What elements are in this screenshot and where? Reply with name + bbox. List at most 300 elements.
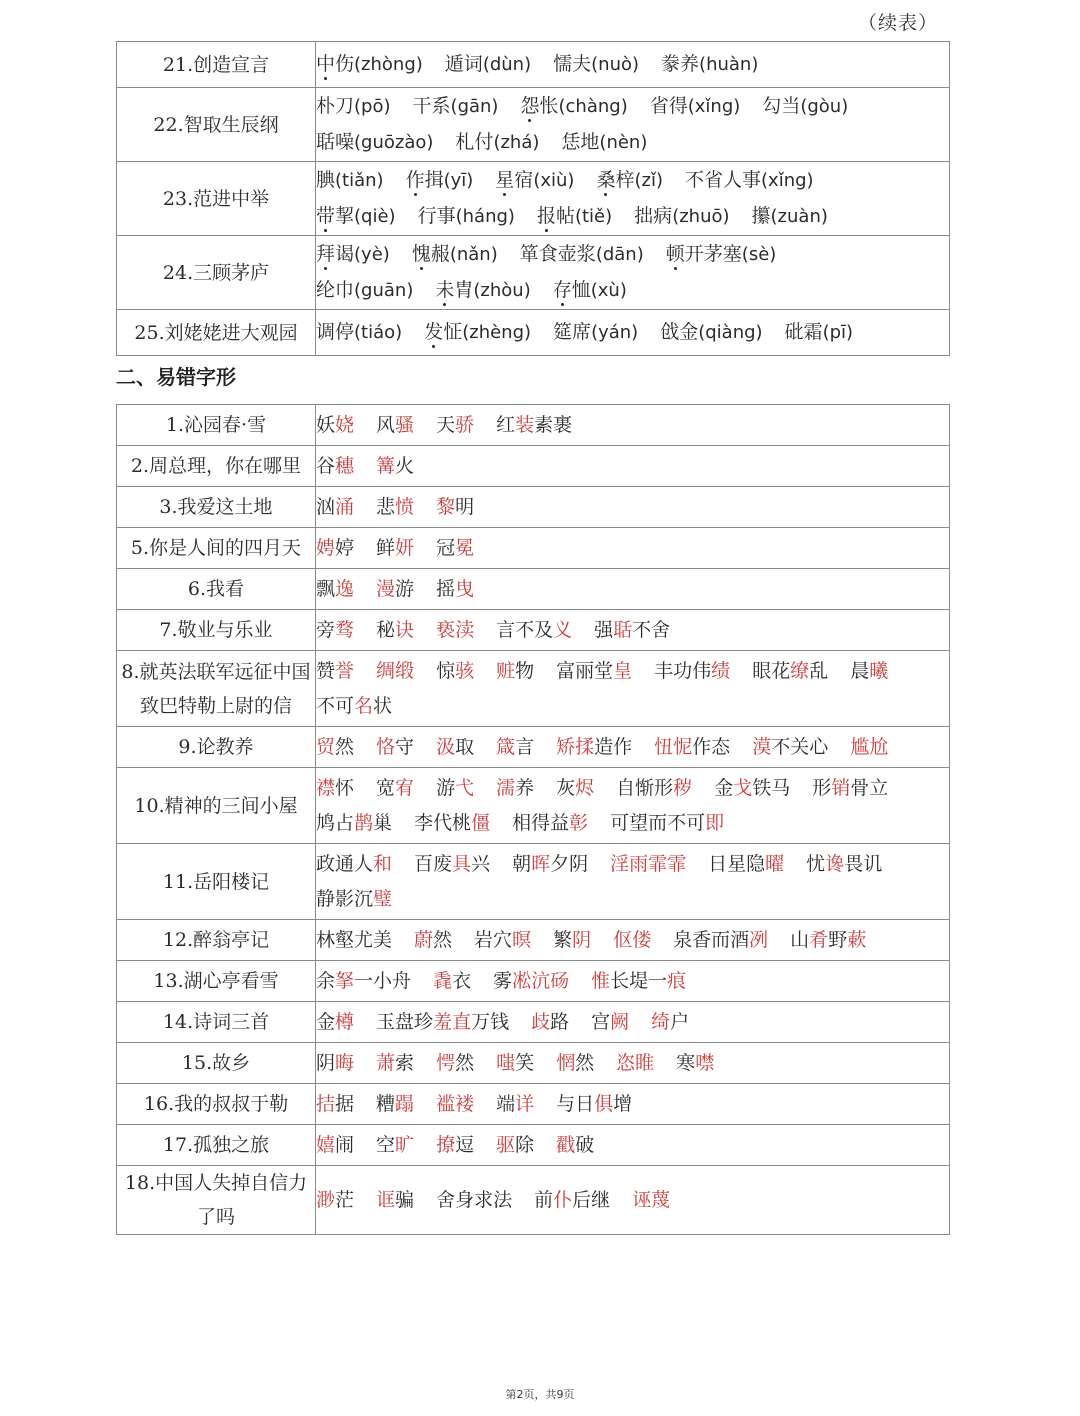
char: 人 — [723, 169, 743, 191]
word-item — [376, 1052, 414, 1074]
word-item — [762, 95, 848, 117]
plain-char: 长堤一 — [610, 969, 668, 992]
plain-char: 忧 — [806, 853, 826, 875]
word-item — [650, 95, 741, 117]
highlight-char: 蔌 — [847, 928, 867, 951]
word-item — [556, 1134, 594, 1156]
table-row — [117, 844, 950, 920]
highlight-char: 蔚 — [414, 928, 434, 951]
highlight-char: 骚 — [395, 413, 415, 436]
plain-char: 骗 — [395, 1188, 415, 1211]
plain-char: 悲 — [376, 495, 396, 518]
word-item — [316, 1011, 354, 1033]
word-item — [436, 736, 474, 758]
char: 顿 — [665, 243, 685, 265]
highlight-char: 戳 — [556, 1133, 576, 1156]
word-item — [316, 1189, 354, 1211]
plain-char: 与日 — [556, 1092, 595, 1115]
highlight-char: 毳 — [433, 969, 453, 992]
highlight-char: 璧 — [373, 887, 393, 910]
highlight-char: 黎 — [436, 495, 456, 518]
word-line — [316, 1087, 949, 1122]
pinyin: (pī) — [822, 321, 854, 343]
word-text — [661, 53, 699, 75]
highlight-char: 恪 — [376, 735, 396, 758]
highlight-char: 娆 — [335, 413, 355, 436]
char: 戗 — [660, 320, 680, 343]
word-item — [436, 777, 474, 799]
plain-char: 兴 — [471, 853, 491, 875]
word-item — [418, 205, 515, 227]
pronunciation-table — [116, 41, 950, 356]
highlight-char: 宥 — [395, 777, 415, 799]
word-item — [376, 496, 414, 518]
char: 省 — [703, 169, 723, 191]
plain-char: 畏讥 — [844, 853, 883, 875]
word-item — [493, 970, 569, 992]
word-item — [553, 929, 591, 951]
highlight-char: 谗 — [825, 853, 845, 875]
word-item — [596, 169, 663, 191]
char: 星 — [495, 169, 515, 191]
plain-char: 游 — [395, 577, 415, 600]
plain-char: 婷 — [335, 536, 355, 559]
lesson-title: 24.三顾茅庐 — [117, 236, 316, 310]
plain-char: 宽 — [376, 777, 396, 799]
pinyin: (huàn) — [699, 53, 759, 75]
word-item — [316, 736, 354, 758]
plain-char: 鲜 — [376, 536, 396, 559]
word-line — [316, 315, 949, 351]
plain-char: 鸠占 — [316, 811, 355, 834]
table-row — [117, 651, 950, 727]
word-list — [316, 1043, 950, 1084]
plain-char: 飘 — [316, 577, 336, 600]
word-item — [376, 660, 414, 682]
word-item — [496, 777, 534, 799]
highlight-char: 鹊 — [354, 811, 374, 834]
word-item — [752, 736, 828, 758]
highlight-char: 阙 — [610, 1010, 630, 1033]
lesson-title: 17.孤独之旅 — [117, 1125, 316, 1166]
highlight-char: 销 — [831, 777, 851, 799]
word-line — [316, 490, 949, 525]
highlight-char: 缭 — [790, 660, 810, 682]
highlight-char: 皇 — [613, 660, 633, 682]
pinyin: (dùn) — [482, 53, 532, 75]
plain-char: 言 — [515, 735, 535, 758]
plain-char: 李代桃 — [414, 811, 472, 834]
highlight-char: 绩 — [711, 660, 731, 682]
plain-char: 作态 — [692, 735, 731, 758]
word-text — [406, 169, 444, 191]
lesson-title: 25.刘姥姥进大观园 — [117, 310, 316, 356]
word-list — [316, 727, 950, 768]
word-item — [433, 970, 471, 992]
char: 金 — [679, 320, 699, 343]
word-item — [651, 1011, 689, 1033]
highlight-char: 骇 — [455, 660, 475, 682]
highlight-char: 涌 — [335, 495, 355, 518]
word-list — [316, 42, 950, 88]
char: 未 — [435, 278, 455, 301]
word-item — [812, 777, 888, 799]
highlight-char: 妍 — [395, 536, 415, 559]
word-item — [534, 1189, 610, 1211]
word-line — [316, 613, 949, 648]
char: 报 — [536, 204, 556, 227]
word-item — [316, 660, 354, 682]
highlight-char: 亵渎 — [436, 618, 475, 641]
section-title: 二、易错字形 — [116, 365, 236, 389]
char: 懦 — [553, 52, 573, 75]
plain-char: 增 — [613, 1092, 633, 1115]
plain-char: 野 — [828, 928, 848, 951]
plain-char: 夕阴 — [550, 853, 589, 875]
char: 遁 — [444, 52, 464, 75]
pinyin: (zhuō) — [672, 205, 730, 227]
highlight-char: 冕 — [455, 536, 475, 559]
plain-char: 巢 — [373, 811, 393, 834]
plain-char: 笑 — [515, 1051, 535, 1074]
plain-char: 茫 — [335, 1188, 355, 1211]
word-line — [316, 1005, 949, 1040]
word-item — [496, 1134, 534, 1156]
highlight-char: 渺 — [316, 1188, 336, 1211]
char: 筵 — [553, 320, 573, 343]
plain-char: 然 — [455, 1051, 475, 1074]
word-list — [316, 528, 950, 569]
highlight-char: 穗 — [335, 454, 355, 477]
word-line — [316, 923, 949, 958]
highlight-char: 惘 — [556, 1051, 576, 1074]
highlight-char: 俱 — [594, 1092, 614, 1115]
pinyin: (xiù) — [533, 170, 575, 191]
pinyin: (xǐng) — [761, 170, 814, 191]
highlight-char: 聒 — [613, 618, 633, 641]
highlight-char: 愕 — [436, 1051, 456, 1074]
plain-char: 索 — [395, 1051, 415, 1074]
word-text — [316, 53, 354, 75]
word-list — [316, 487, 950, 528]
plain-char: 空 — [376, 1133, 396, 1156]
char: 拜 — [316, 243, 336, 265]
highlight-char: 绸 — [376, 660, 396, 682]
word-text — [553, 321, 591, 343]
word-item — [414, 929, 452, 951]
table-row — [117, 446, 950, 487]
word-item — [316, 619, 354, 641]
lesson-title: 9.论教养 — [117, 727, 316, 768]
word-text — [553, 53, 591, 75]
plain-char: 天 — [436, 413, 456, 436]
word-item — [850, 736, 888, 758]
highlight-char: 彰 — [569, 811, 589, 834]
pinyin: (zhèng) — [462, 321, 532, 343]
lesson-title: 16.我的叔叔于勒 — [117, 1084, 316, 1125]
word-item — [316, 455, 354, 477]
word-item — [316, 970, 411, 992]
highlight-char: 详 — [515, 1092, 535, 1115]
plain-char: 泉香而酒 — [673, 928, 750, 951]
word-item — [376, 455, 414, 477]
plain-char: 百废 — [414, 853, 453, 875]
char: 干 — [412, 95, 432, 117]
word-item — [616, 1052, 654, 1074]
word-item — [316, 578, 354, 600]
highlight-char: 襟 — [316, 777, 336, 799]
highlight-char: 烬 — [575, 777, 595, 799]
lesson-title: 23.范进中举 — [117, 162, 316, 236]
pinyin: (tiǎn) — [335, 170, 384, 191]
word-item — [496, 619, 572, 641]
word-text — [553, 279, 591, 301]
char: 存 — [552, 278, 572, 301]
word-item — [556, 1052, 594, 1074]
lesson-title: 1.沁园春·雪 — [117, 405, 316, 446]
highlight-char: 噤 — [695, 1051, 715, 1074]
word-item — [850, 660, 888, 682]
char: 付 — [474, 130, 494, 153]
word-item — [752, 205, 828, 227]
plain-char: 繁 — [553, 928, 573, 951]
page-number: 第2页，共9页 — [505, 1388, 575, 1401]
plain-char: 谷 — [316, 454, 336, 477]
pinyin: (zhòu) — [473, 279, 531, 301]
char: 桑 — [596, 169, 616, 191]
word-item — [376, 1189, 414, 1211]
table-row — [117, 42, 950, 88]
word-item — [594, 619, 670, 641]
plain-char: 据 — [335, 1092, 355, 1115]
word-item — [316, 496, 354, 518]
pinyin: (tiě) — [574, 205, 613, 227]
char: 当 — [781, 95, 801, 117]
lesson-title: 3.我爱这土地 — [117, 487, 316, 528]
word-text — [316, 321, 354, 343]
plain-char: 游 — [436, 777, 456, 799]
word-line — [316, 730, 949, 765]
word-item — [654, 660, 730, 682]
highlight-char: 篝 — [376, 454, 396, 477]
highlight-char: 蹋 — [395, 1092, 415, 1115]
table-row — [117, 236, 950, 310]
highlight-char: 樽 — [335, 1010, 355, 1033]
lesson-title: 5.你是人间的四月天 — [117, 528, 316, 569]
pinyin: (zhá) — [493, 131, 540, 153]
highlight-char: 曳 — [455, 577, 475, 600]
word-item — [436, 660, 474, 682]
pinyin: (guān) — [354, 279, 414, 301]
word-item — [316, 888, 392, 910]
plain-char: 相得益 — [512, 811, 570, 834]
lesson-title: 11.岳阳楼记 — [117, 844, 316, 920]
table-row — [117, 961, 950, 1002]
char: 札 — [455, 130, 475, 153]
word-line — [316, 572, 949, 607]
plain-char: 秘 — [376, 618, 396, 641]
word-item — [496, 660, 534, 682]
plain-char: 万钱 — [471, 1010, 510, 1033]
char: 塞 — [722, 243, 742, 265]
plain-char: 不可 — [316, 694, 355, 717]
char: 不 — [684, 169, 704, 191]
word-item — [436, 414, 474, 436]
word-text — [752, 205, 771, 227]
pinyin: (tiáo) — [354, 321, 403, 343]
word-list — [316, 844, 950, 920]
word-text — [650, 95, 688, 117]
word-item — [496, 1052, 534, 1074]
lesson-title: 7.敬业与乐业 — [117, 610, 316, 651]
highlight-char: 义 — [553, 618, 573, 641]
highlight-char: 晖 — [531, 853, 551, 875]
pinyin: (yán) — [591, 321, 639, 343]
char: 噪 — [335, 130, 355, 153]
word-list — [316, 1166, 950, 1235]
word-item — [714, 777, 790, 799]
word-text — [316, 169, 335, 191]
char: 愧 — [411, 243, 431, 265]
word-item — [445, 53, 531, 75]
plain-char: 惊 — [436, 660, 456, 682]
word-item — [610, 853, 686, 875]
highlight-char: 名 — [354, 694, 374, 717]
word-line — [316, 237, 949, 273]
char: 纶 — [316, 278, 336, 301]
table-row — [117, 528, 950, 569]
highlight-char: 褴褛 — [436, 1092, 475, 1115]
lesson-title: 14.诗词三首 — [117, 1002, 316, 1043]
char: 宿 — [514, 169, 534, 191]
table-row — [117, 1002, 950, 1043]
word-text — [495, 169, 533, 191]
word-line — [316, 654, 949, 689]
plain-char: 汹 — [316, 495, 336, 518]
char: 食 — [538, 243, 558, 265]
word-text — [412, 243, 450, 265]
char: 聒 — [316, 130, 336, 153]
pinyin: (yè) — [354, 244, 390, 265]
word-item — [496, 736, 534, 758]
word-text — [561, 131, 599, 153]
word-item — [591, 1011, 629, 1033]
char: 砒 — [784, 320, 804, 343]
word-text — [596, 169, 634, 191]
word-item — [661, 53, 758, 75]
char: 胄 — [454, 278, 474, 301]
char: 怅 — [539, 95, 559, 117]
word-item — [436, 1134, 474, 1156]
word-item — [685, 169, 814, 191]
word-text — [660, 321, 698, 343]
word-item — [316, 95, 391, 117]
highlight-char: 汲 — [436, 735, 456, 758]
plain-char: 赞 — [316, 660, 336, 682]
highlight-char: 肴 — [809, 928, 829, 951]
word-line — [316, 964, 949, 999]
table-row — [117, 1166, 950, 1235]
word-item — [616, 777, 692, 799]
word-item — [512, 812, 588, 834]
plain-char: 造作 — [594, 735, 633, 758]
char: 巾 — [335, 278, 355, 301]
plain-char: 守 — [395, 735, 415, 758]
table-row — [117, 569, 950, 610]
word-item — [708, 853, 784, 875]
plain-char: 怀 — [335, 777, 355, 799]
word-item — [455, 131, 539, 153]
plain-char: 衣 — [452, 969, 472, 992]
word-line — [316, 273, 949, 309]
plain-char: 阴 — [316, 1051, 336, 1074]
highlight-char: 僵 — [471, 811, 491, 834]
plain-char: 灰 — [556, 777, 576, 799]
char: 怔 — [443, 320, 463, 343]
word-item — [553, 321, 638, 343]
highlight-char: 撩 — [436, 1133, 456, 1156]
char: 养 — [680, 52, 700, 75]
word-text — [537, 205, 575, 227]
plain-char: 金 — [714, 777, 734, 799]
char: 恤 — [571, 278, 591, 301]
word-item — [316, 279, 413, 301]
word-item — [376, 1011, 509, 1033]
char: 刀 — [335, 95, 355, 117]
word-item — [556, 660, 632, 682]
word-list — [316, 405, 950, 446]
table-row — [117, 610, 950, 651]
char: 壶 — [557, 243, 577, 265]
lesson-title: 6.我看 — [117, 569, 316, 610]
char: 夫 — [572, 52, 592, 75]
highlight-char: 骛 — [335, 618, 355, 641]
highlight-char: 晦 — [335, 1051, 355, 1074]
word-item — [806, 853, 882, 875]
highlight-char: 愤 — [395, 495, 415, 518]
highlight-char: 冽 — [749, 928, 769, 951]
word-item — [412, 243, 498, 265]
word-list — [316, 920, 950, 961]
plain-char: 端 — [496, 1092, 516, 1115]
lesson-title: 21.创造宣言 — [117, 42, 316, 88]
plain-char: 寒 — [676, 1051, 696, 1074]
word-item — [556, 1093, 632, 1115]
word-item — [790, 929, 866, 951]
pinyin: (nuò) — [591, 53, 640, 75]
pinyin: (zuàn) — [770, 205, 828, 227]
plain-char: 糟 — [376, 1092, 396, 1115]
plain-char: 逗 — [455, 1133, 475, 1156]
word-item — [406, 169, 474, 191]
word-text — [316, 243, 354, 265]
word-item — [316, 1052, 354, 1074]
word-line — [316, 1128, 949, 1163]
word-line — [316, 806, 949, 841]
char: 事 — [436, 204, 456, 227]
word-item — [666, 243, 777, 265]
word-item — [316, 243, 390, 265]
plain-char: 山 — [790, 928, 810, 951]
plain-char: 物 — [515, 660, 535, 682]
word-line — [316, 199, 949, 235]
highlight-char: 诓 — [376, 1188, 396, 1211]
plain-char: 一小舟 — [354, 969, 412, 992]
word-item — [556, 736, 632, 758]
word-text — [520, 95, 558, 117]
plain-char: 妖 — [316, 413, 336, 436]
highlight-char: 漠 — [752, 735, 772, 758]
